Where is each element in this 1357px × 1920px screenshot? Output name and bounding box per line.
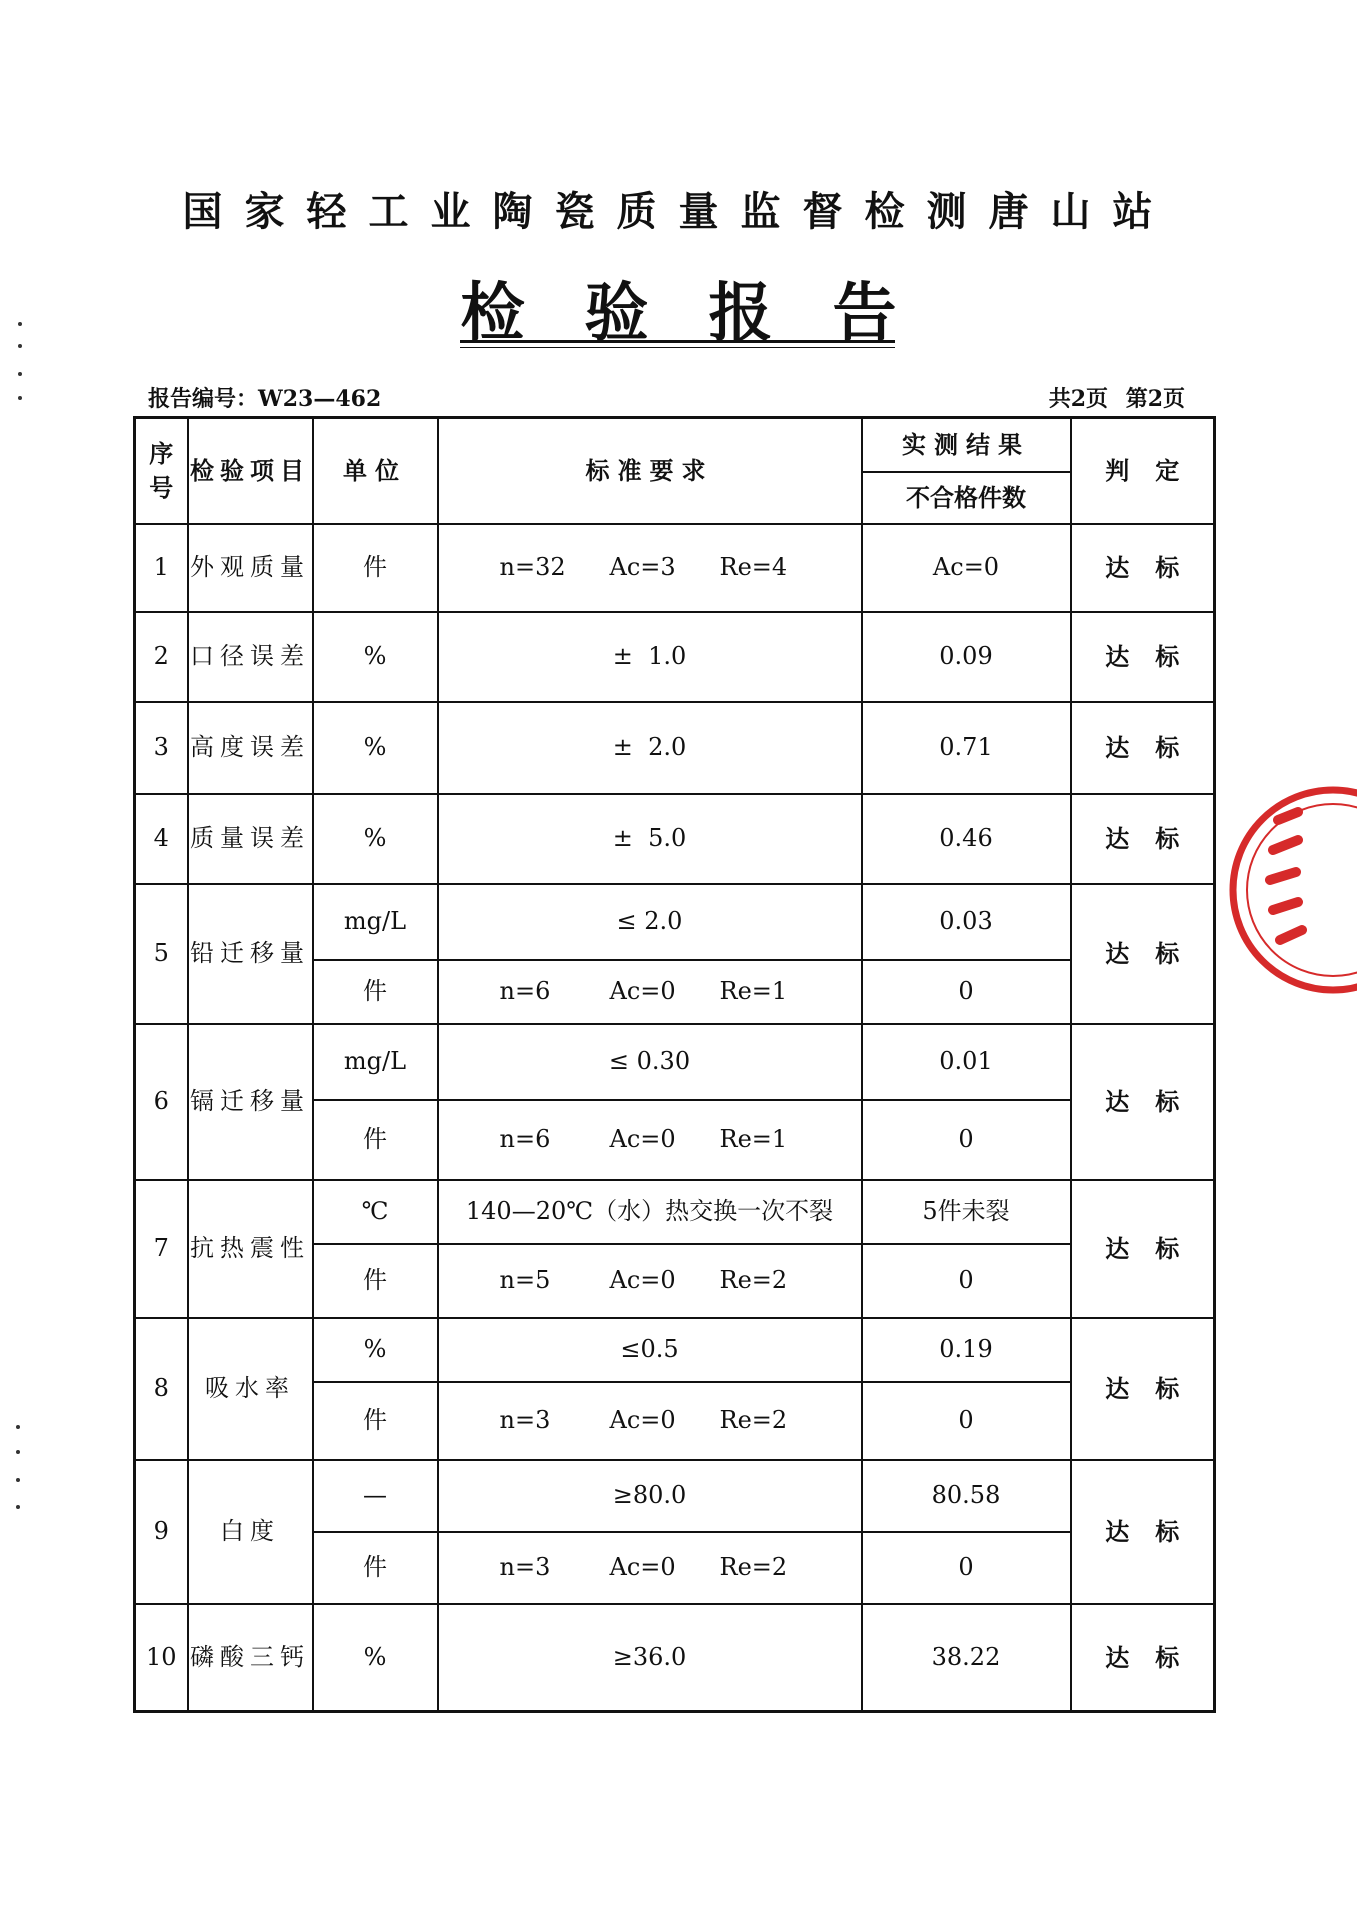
cell-standard: ± 1.0	[438, 612, 862, 702]
official-seal	[1218, 760, 1357, 1020]
cell-result: 0	[862, 1382, 1071, 1460]
table-row	[135, 794, 1215, 884]
cell-verdict: 达标	[1071, 1024, 1215, 1180]
page-current: 第2页	[1125, 386, 1185, 412]
report-number: 报告编号：W23—462	[148, 386, 382, 412]
cell-verdict: 达标	[1071, 884, 1215, 1024]
cell-item: 口径误差	[188, 612, 313, 702]
cell-result: 5件未裂	[862, 1180, 1071, 1244]
cell-unit: 件	[313, 1382, 438, 1460]
cell-result: 38.22	[862, 1604, 1071, 1712]
table-row	[135, 612, 1215, 702]
cell-result: 0.46	[862, 794, 1071, 884]
cell-standard	[438, 960, 862, 1024]
table-row	[135, 1604, 1215, 1712]
cell-verdict: 达标	[1071, 702, 1215, 794]
cell-item: 白度	[188, 1460, 313, 1604]
cell-result: 0	[862, 1244, 1071, 1318]
cell-unit: %	[313, 794, 438, 884]
cell-result: 0.71	[862, 702, 1071, 794]
cell-result: 0.09	[862, 612, 1071, 702]
cell-standard: 140—20℃（水）热交换一次不裂	[438, 1180, 862, 1244]
cell-result: 0.03	[862, 884, 1071, 960]
cell-result: 0	[862, 1100, 1071, 1180]
sampling-param: n=6	[499, 1124, 551, 1153]
cell-result: 0.19	[862, 1318, 1071, 1382]
cell-seq: 6	[135, 1024, 188, 1180]
cell-unit: mg/L	[313, 884, 438, 960]
cell-standard	[438, 1100, 862, 1180]
sampling-param: n=3	[499, 1405, 551, 1434]
cell-verdict: 达标	[1071, 1318, 1215, 1460]
sampling-param: Re=4	[719, 552, 788, 581]
cell-unit: mg/L	[313, 1024, 438, 1100]
cell-result: 0.01	[862, 1024, 1071, 1100]
organization-title: 国家轻工业陶瓷质量监督检测唐山站	[182, 188, 1175, 235]
cell-result: 80.58	[862, 1460, 1071, 1532]
table-row	[135, 1024, 1215, 1100]
cell-seq: 7	[135, 1180, 188, 1318]
table-row	[135, 1180, 1215, 1244]
cell-standard: ≥36.0	[438, 1604, 862, 1712]
cell-unit: 件	[313, 960, 438, 1024]
table-row	[135, 524, 1215, 612]
cell-standard: ≥80.0	[438, 1460, 862, 1532]
cell-result: Ac=0	[862, 524, 1071, 612]
cell-verdict: 达标	[1071, 1460, 1215, 1604]
cell-item: 吸水率	[188, 1318, 313, 1460]
sampling-param: n=6	[499, 976, 551, 1005]
header-seq: 序号	[135, 418, 188, 524]
cell-standard: ≤ 0.30	[438, 1024, 862, 1100]
cell-unit: 件	[313, 1532, 438, 1604]
cell-seq: 8	[135, 1318, 188, 1460]
header-item: 检验项目	[188, 418, 313, 524]
cell-verdict: 达标	[1071, 794, 1215, 884]
cell-unit: %	[313, 612, 438, 702]
cell-unit: %	[313, 1604, 438, 1712]
header-standard: 标准要求	[438, 418, 862, 524]
cell-seq: 4	[135, 794, 188, 884]
cell-unit: %	[313, 1318, 438, 1382]
sampling-param: Re=2	[719, 1265, 788, 1294]
cell-seq: 2	[135, 612, 188, 702]
sampling-param: Ac=0	[609, 976, 676, 1005]
sampling-param: Ac=0	[609, 1124, 676, 1153]
page-indicator	[1039, 382, 1185, 413]
header-verdict: 判定	[1071, 418, 1215, 524]
cell-unit: %	[313, 702, 438, 794]
table-row	[135, 702, 1215, 794]
cell-verdict: 达标	[1071, 524, 1215, 612]
cell-result: 0	[862, 960, 1071, 1024]
table-row	[135, 1318, 1215, 1382]
table-body	[135, 524, 1215, 1712]
header-result-sub: 不合格件数	[862, 472, 1071, 524]
title-underline	[460, 340, 895, 348]
sampling-param: Ac=0	[609, 1405, 676, 1434]
cell-verdict: 达标	[1071, 1180, 1215, 1318]
header-result-group: 实测结果	[862, 418, 1071, 472]
cell-seq: 5	[135, 884, 188, 1024]
cell-unit: 件	[313, 524, 438, 612]
cell-seq: 9	[135, 1460, 188, 1604]
cell-unit: 件	[313, 1244, 438, 1318]
sampling-param: n=5	[499, 1265, 551, 1294]
cell-standard	[438, 1532, 862, 1604]
cell-verdict: 达标	[1071, 612, 1215, 702]
cell-seq: 1	[135, 524, 188, 612]
table-row	[135, 884, 1215, 960]
sampling-param: Re=1	[719, 1124, 788, 1153]
cell-unit: 件	[313, 1100, 438, 1180]
sampling-param: Re=1	[719, 976, 788, 1005]
cell-item: 外观质量	[188, 524, 313, 612]
cell-standard	[438, 1244, 862, 1318]
cell-standard: ± 2.0	[438, 702, 862, 794]
report-title: 检验报告	[460, 276, 957, 351]
table-row	[135, 1460, 1215, 1532]
cell-standard: ≤0.5	[438, 1318, 862, 1382]
cell-result: 0	[862, 1532, 1071, 1604]
sampling-param: Re=2	[719, 1405, 788, 1434]
cell-item: 磷酸三钙	[188, 1604, 313, 1712]
sampling-param: Ac=3	[609, 552, 676, 581]
cell-item: 镉迁移量	[188, 1024, 313, 1180]
inspection-table	[133, 416, 1216, 1713]
cell-seq: 3	[135, 702, 188, 794]
cell-item: 高度误差	[188, 702, 313, 794]
cell-verdict: 达标	[1071, 1604, 1215, 1712]
cell-seq: 10	[135, 1604, 188, 1712]
cell-standard	[438, 524, 862, 612]
pages-total: 共2页	[1048, 386, 1109, 412]
cell-standard: ± 5.0	[438, 794, 862, 884]
cell-standard	[438, 1382, 862, 1460]
cell-standard: ≤ 2.0	[438, 884, 862, 960]
cell-item: 铅迁移量	[188, 884, 313, 1024]
sampling-param: Re=2	[719, 1552, 788, 1581]
sampling-param: n=3	[499, 1552, 551, 1581]
cell-item: 质量误差	[188, 794, 313, 884]
header-unit: 单位	[313, 418, 438, 524]
cell-unit: ℃	[313, 1180, 438, 1244]
cell-item: 抗热震性	[188, 1180, 313, 1318]
sampling-param: Ac=0	[609, 1265, 676, 1294]
sampling-param: Ac=0	[609, 1552, 676, 1581]
cell-unit: —	[313, 1460, 438, 1532]
sampling-param: n=32	[499, 552, 566, 581]
